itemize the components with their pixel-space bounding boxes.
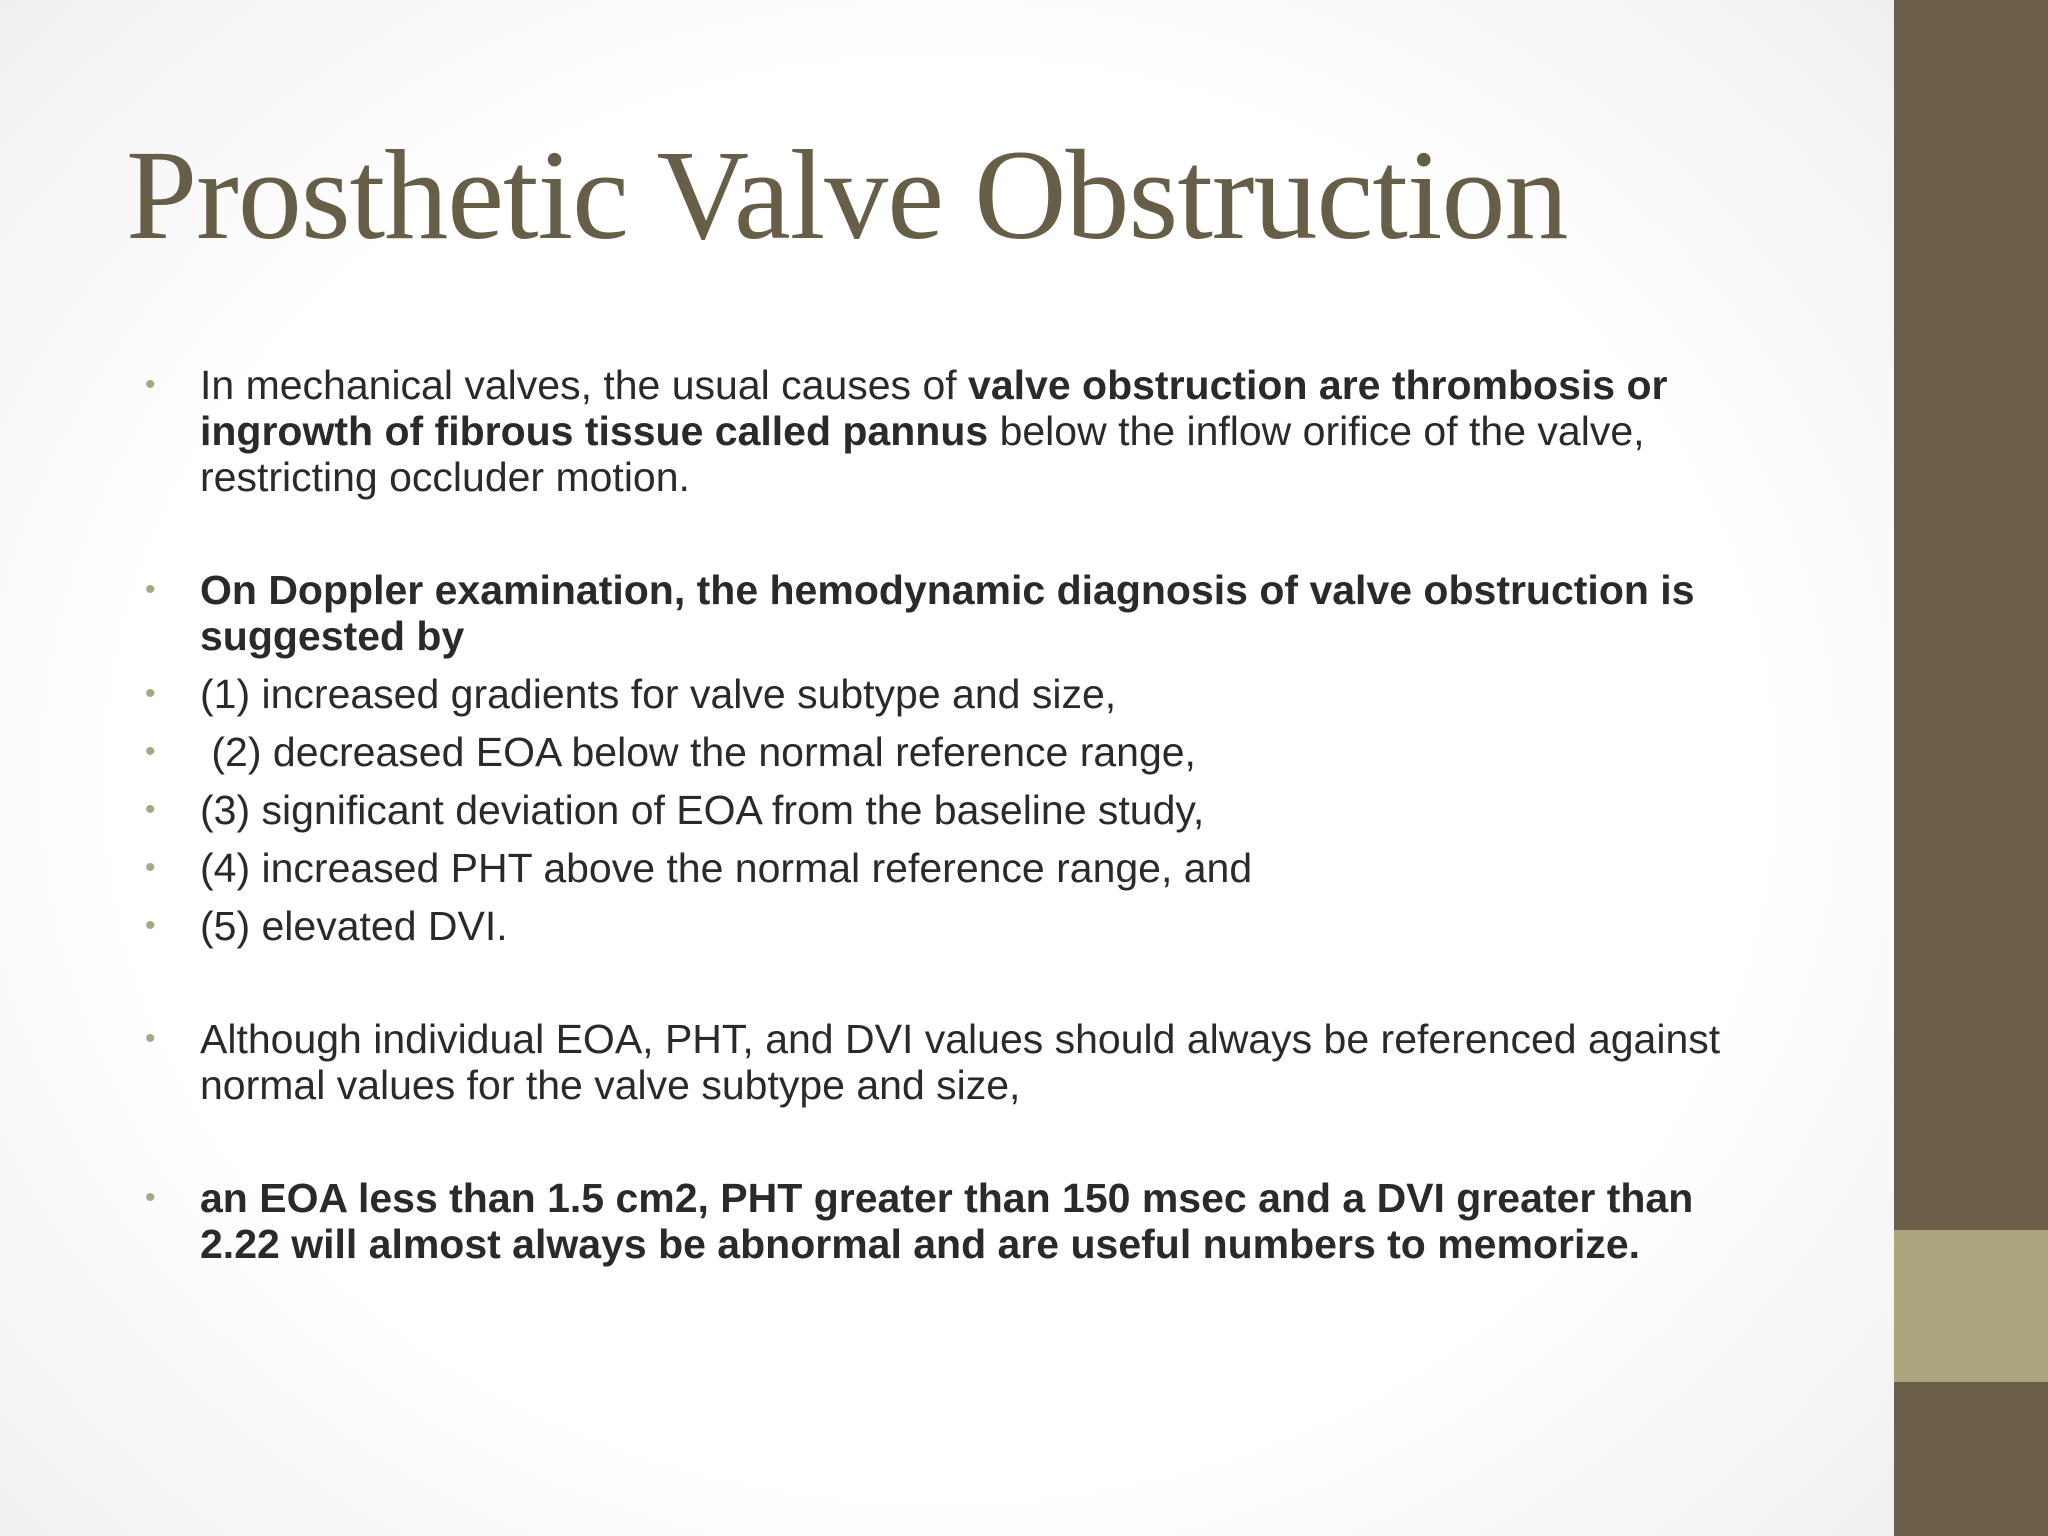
bullet-text: (3) significant deviation of EOA from the baseline study, bbox=[200, 787, 1205, 833]
bullet-text: Although individual EOA, PHT, and DVI values should always be referenced against normal values for the valve subtype and size, bbox=[200, 1016, 1732, 1108]
bullet-text: (5) elevated DVI. bbox=[200, 903, 508, 949]
bullet-text-bold: an EOA less than 1.5 cm2, PHT greater than 150 msec and a DVI greater than 2.22 will almost always be abnormal and are useful numbers to memorize. bbox=[200, 1175, 1705, 1267]
bullet-dot-icon: • bbox=[145, 909, 156, 942]
bullet-dot-icon: • bbox=[145, 368, 156, 401]
bullet-text-bold: On Doppler examination, the hemodynamic diagnosis of valve obstruction is suggested by bbox=[200, 567, 1706, 659]
bullet-text-bold: valve obstruction are thrombosis or ingrowth of fibrous tissue called pannus bbox=[200, 362, 1679, 454]
slide-title: Prosthetic Valve Obstruction bbox=[126, 124, 1568, 266]
bullet-item-causes bbox=[145, 362, 1735, 500]
bullet-text: (2) decreased EOA below the normal reference range, bbox=[200, 729, 1196, 775]
bullet-text: (4) increased PHT above the normal reference range, and bbox=[200, 845, 1253, 891]
bullet-dot-icon: • bbox=[145, 677, 156, 710]
bullet-item-reference-note bbox=[145, 1016, 1735, 1108]
bullet-text: (1) increased gradients for valve subtype and size, bbox=[200, 671, 1117, 717]
bullet-item-criterion-1 bbox=[145, 671, 1735, 717]
bullet-item-criterion-5 bbox=[145, 903, 1735, 949]
bullet-text: below the inflow orifice of the valve, restricting occluder motion. bbox=[200, 408, 1656, 500]
bullet-dot-icon: • bbox=[145, 851, 156, 884]
bullet-item-doppler bbox=[145, 567, 1735, 659]
bullet-dot-icon: • bbox=[145, 573, 156, 606]
bullet-dot-icon: • bbox=[145, 793, 156, 826]
bullet-dot-icon: • bbox=[145, 1181, 156, 1214]
sidebar-accent-block bbox=[1894, 1230, 2048, 1382]
bullet-text: In mechanical valves, the usual causes of bbox=[200, 362, 969, 408]
bullet-dot-icon: • bbox=[145, 735, 156, 768]
bullet-item-criterion-4 bbox=[145, 845, 1735, 891]
bullet-dot-icon: • bbox=[145, 1022, 156, 1055]
bullet-list bbox=[145, 362, 1735, 1267]
bullet-item-criterion-3 bbox=[145, 787, 1735, 833]
bullet-item-thresholds bbox=[145, 1175, 1735, 1267]
bullet-item-criterion-2 bbox=[145, 729, 1735, 775]
